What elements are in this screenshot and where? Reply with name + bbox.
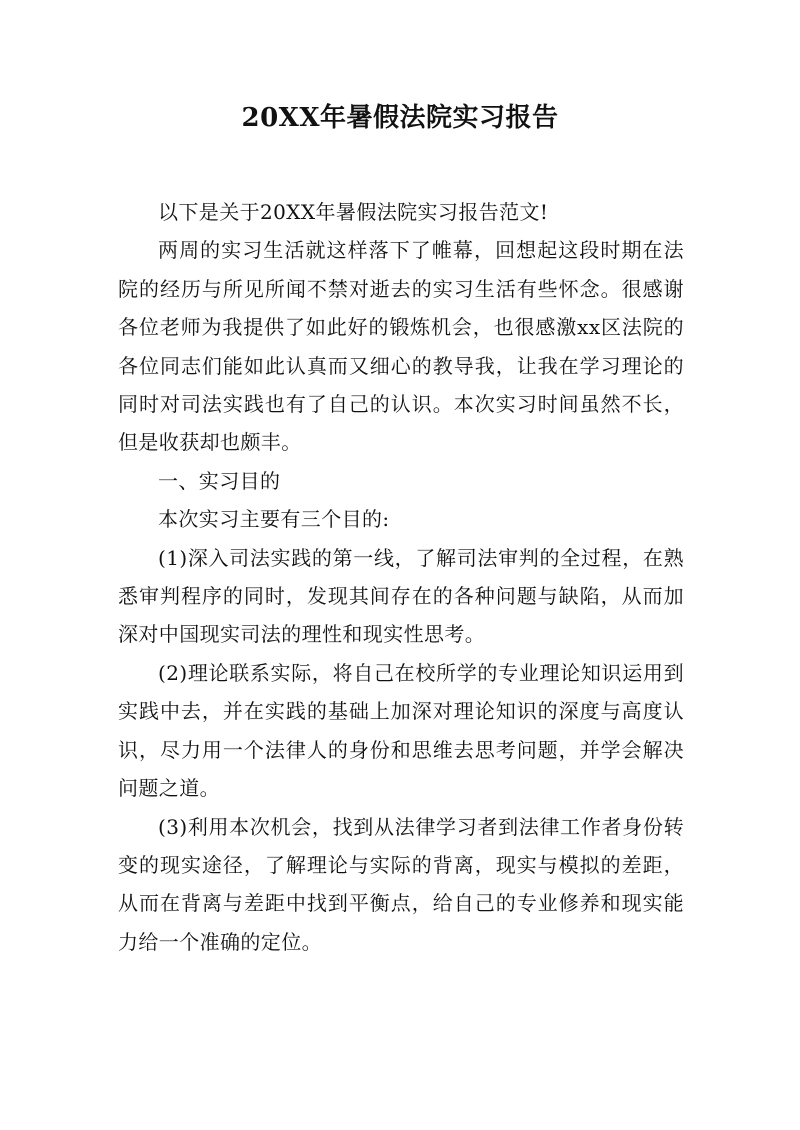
section-heading: 一、实习目的 xyxy=(158,468,281,493)
document-title: 20XX年暑假法院实习报告 xyxy=(241,103,559,133)
summary-paragraph: 两周的实习生活就这样落下了帷幕，回想起这段时期在法院的经历与所见所闻不禁对逝去的实习生活有些怀念。很感谢各位老师为我提供了如此好的锻炼机会，也很感激xx区法院的各位同志们能如此认真而又细心的教导我，让我在学习理论的同时对司法实践也有了自己的认识。本次实习时间虽然不长，但是收获却也颇丰。 xyxy=(118,238,684,455)
document-body xyxy=(118,193,684,961)
purpose-item-2: (2)理论联系实际，将自己在校所学的专业理论知识运用到实践中去，并在实践的基础上加深对理论知识的深度与高度认识，尽力用一个法律人的身份和思维去思考问题，并学会解决问题之道。 xyxy=(118,660,684,801)
purpose-item-1: (1)深入司法实践的第一线，了解司法审判的全过程，在熟悉审判程序的同时，发现其间存在的各种问题与缺陷，从而加深对中国现实司法的理性和现实性思考。 xyxy=(118,545,684,647)
intro-paragraph: 以下是关于20XX年暑假法院实习报告范文! xyxy=(158,200,549,224)
purpose-intro-paragraph: 本次实习主要有三个目的: xyxy=(158,507,390,532)
purpose-item-3: (3)利用本次机会，找到从法律学习者到法律工作者身份转变的现实途径，了解理论与实际的背离，现实与模拟的差距，从而在背离与差距中找到平衡点，给自己的专业修养和现实能力给一个准确的定位。 xyxy=(118,814,684,954)
